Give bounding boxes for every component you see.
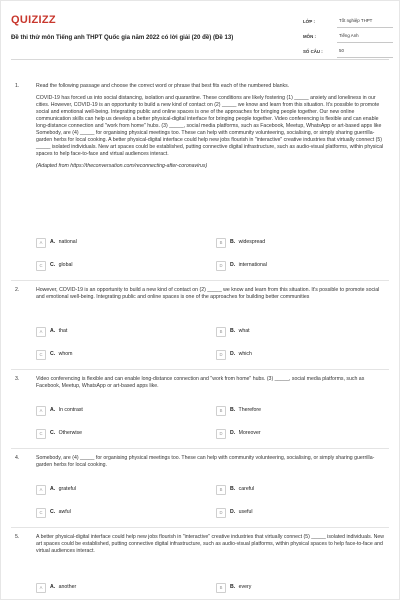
- option-letter-box: A: [36, 238, 46, 248]
- option-text: useful: [238, 508, 253, 515]
- meta-row-class: [303, 13, 393, 28]
- option-label: A.: [50, 238, 56, 245]
- option-text: careful: [238, 485, 255, 492]
- option-d[interactable]: [216, 349, 252, 360]
- question-number: 3.: [15, 376, 20, 382]
- option-text: every: [238, 583, 252, 590]
- question-stem: Somebody, are (4) _____ for organising physical meetings too. These can help with community volunteering, socialising, or simply sharing guerrilla-garden herbs for local cooking.: [36, 455, 375, 469]
- option-c[interactable]: [36, 349, 72, 360]
- passage-text: COVID-19 has forced us into social distancing, isolation and quarantine. These conditions are likely fostering (1) _____ anxiety and loneliness in our cities. However, COVID-19 is an opportunity to build a new kind of contact on (2) _____ we know and learn from this situation. It's possible to promote social and emotional well-being. Integrating public and online spaces is one of the approaches for bringing people together. Our new online communication skills can help us develop a better physical-digital interface for bringing people together. Video conferencing is flexible and can enable long-distance connection and "work from home" hubs. (3) _____, social media platforms, such as Facebook, Meetup, WhatsApp or art-based apps like Somebody, are (4) _____ for organising physical meetings too. These can help with community volunteering, socialising, or simply sharing guerrilla-garden herbs for local cooking. A better physical-digital interface could help new jobs flourish in "interactive" creative industries that virtually connect (5) _____ isolated individuals. New art spaces could be established, putting connective digital infrastructure, such as audio-visual platforms, within physical spaces to help face-to-face and virtual audiences interact.: [36, 95, 384, 158]
- question-stem: A better physical-digital interface could help new jobs flourish in "interactive" creative industries that virtually connect (5) _____ isolated individuals. New art spaces could be established, putting connective digital infrastructure, such as audio-visual platforms, within physical spaces to help face-to-face and virtual audiences interact.: [36, 534, 384, 555]
- option-d[interactable]: [216, 428, 261, 439]
- option-label: B.: [230, 485, 236, 492]
- option-label: C.: [50, 350, 56, 357]
- option-c[interactable]: [36, 507, 71, 518]
- option-d[interactable]: [216, 260, 267, 271]
- option-text: what: [238, 327, 250, 334]
- option-letter-box: D: [216, 261, 226, 271]
- question-text: [36, 376, 386, 395]
- question-number: 5.: [15, 534, 20, 540]
- option-c[interactable]: [36, 260, 73, 271]
- option-label: B.: [230, 583, 236, 590]
- meta-value: Tiếng Anh: [337, 33, 393, 43]
- meta-label: SỐ CÂU :: [303, 49, 323, 55]
- meta-value: 50: [337, 48, 393, 58]
- option-label: A.: [50, 583, 56, 590]
- option-text: Otherwise: [58, 429, 82, 436]
- option-text: grateful: [58, 485, 76, 492]
- option-label: D.: [230, 429, 236, 436]
- option-label: D.: [230, 508, 236, 515]
- option-label: A.: [50, 327, 56, 334]
- option-letter-box: B: [216, 583, 226, 593]
- option-b[interactable]: [216, 326, 250, 337]
- option-text: In contrast: [58, 406, 83, 413]
- option-text: that: [58, 327, 68, 334]
- option-b[interactable]: [216, 484, 254, 495]
- meta-label: LỚP :: [303, 19, 315, 25]
- question-number: 4.: [15, 455, 20, 461]
- option-text: international: [238, 261, 267, 268]
- meta-panel: [303, 13, 393, 58]
- question-divider: [11, 280, 389, 281]
- option-letter-box: A: [36, 583, 46, 593]
- option-text: widespread: [238, 238, 266, 245]
- option-text: another: [58, 583, 77, 590]
- option-letter-box: B: [216, 485, 226, 495]
- option-b[interactable]: [216, 237, 265, 248]
- question-text: [36, 83, 386, 175]
- option-label: D.: [230, 350, 236, 357]
- option-a[interactable]: [36, 582, 76, 593]
- option-label: C.: [50, 429, 56, 436]
- option-letter-box: D: [216, 429, 226, 439]
- header-divider: [11, 59, 389, 60]
- option-letter-box: C: [36, 350, 46, 360]
- option-letter-box: D: [216, 350, 226, 360]
- quizizz-logo: QUIZIZZ: [11, 14, 56, 26]
- question-stem: However, COVID-19 is an opportunity to build a new kind of contact on (2) _____ we know and learn from this situation. It's possible to promote social and emotional well-being. Integrating public and online spaces is one of the approaches for building better communities: [36, 287, 380, 301]
- option-label: B.: [230, 406, 236, 413]
- option-label: C.: [50, 261, 56, 268]
- passage-source: (Adapted from https://theconversation.com/reconnecting-after-coronavirus): [36, 163, 208, 170]
- option-letter-box: D: [216, 508, 226, 518]
- option-b[interactable]: [216, 405, 261, 416]
- option-text: whom: [58, 350, 73, 357]
- question-stem: Video conferencing is flexible and can enable long-distance connection and "work from home" hubs. (3) _____, social media platforms, such as Facebook, Meetup, WhatsApp or art-based apps like.: [36, 376, 365, 390]
- option-label: D.: [230, 261, 236, 268]
- question-divider: [11, 369, 389, 370]
- option-label: A.: [50, 485, 56, 492]
- option-a[interactable]: [36, 326, 67, 337]
- meta-value: Tốt nghiệp THPT: [337, 18, 393, 28]
- option-c[interactable]: [36, 428, 82, 439]
- option-label: B.: [230, 327, 236, 334]
- option-text: Therefore: [238, 406, 262, 413]
- option-label: A.: [50, 406, 56, 413]
- option-letter-box: C: [36, 261, 46, 271]
- question-text: [36, 287, 386, 306]
- option-a[interactable]: [36, 237, 77, 248]
- option-letter-box: B: [216, 327, 226, 337]
- option-letter-box: B: [216, 406, 226, 416]
- option-text: which: [238, 350, 252, 357]
- option-label: B.: [230, 238, 236, 245]
- option-letter-box: C: [36, 508, 46, 518]
- option-a[interactable]: [36, 405, 83, 416]
- option-letter-box: C: [36, 429, 46, 439]
- meta-row-subject: [303, 28, 393, 43]
- question-instruction: Read the following passage and choose the correct word or phrase that best fits each of the numbered blanks.: [36, 83, 290, 89]
- question-text: [36, 455, 386, 474]
- option-a[interactable]: [36, 484, 76, 495]
- page-title: Đề thi thử môn Tiếng anh THPT Quốc gia năm 2022 có lời giải (20 đề) (Đề 13): [11, 34, 234, 41]
- option-letter-box: B: [216, 238, 226, 248]
- option-letter-box: A: [36, 406, 46, 416]
- option-text: Moreover: [238, 429, 261, 436]
- meta-label: MÔN :: [303, 34, 316, 40]
- option-letter-box: A: [36, 327, 46, 337]
- option-letter-box: A: [36, 485, 46, 495]
- option-text: national: [58, 238, 77, 245]
- option-d[interactable]: [216, 507, 252, 518]
- question-number: 2.: [15, 287, 20, 293]
- question-divider: [11, 448, 389, 449]
- meta-row-count: [303, 43, 393, 58]
- option-b[interactable]: [216, 582, 251, 593]
- option-label: C.: [50, 508, 56, 515]
- option-text: awful: [58, 508, 71, 515]
- question-number: 1.: [15, 83, 20, 89]
- question-text: [36, 534, 386, 560]
- option-text: global: [58, 261, 73, 268]
- question-divider: [11, 527, 389, 528]
